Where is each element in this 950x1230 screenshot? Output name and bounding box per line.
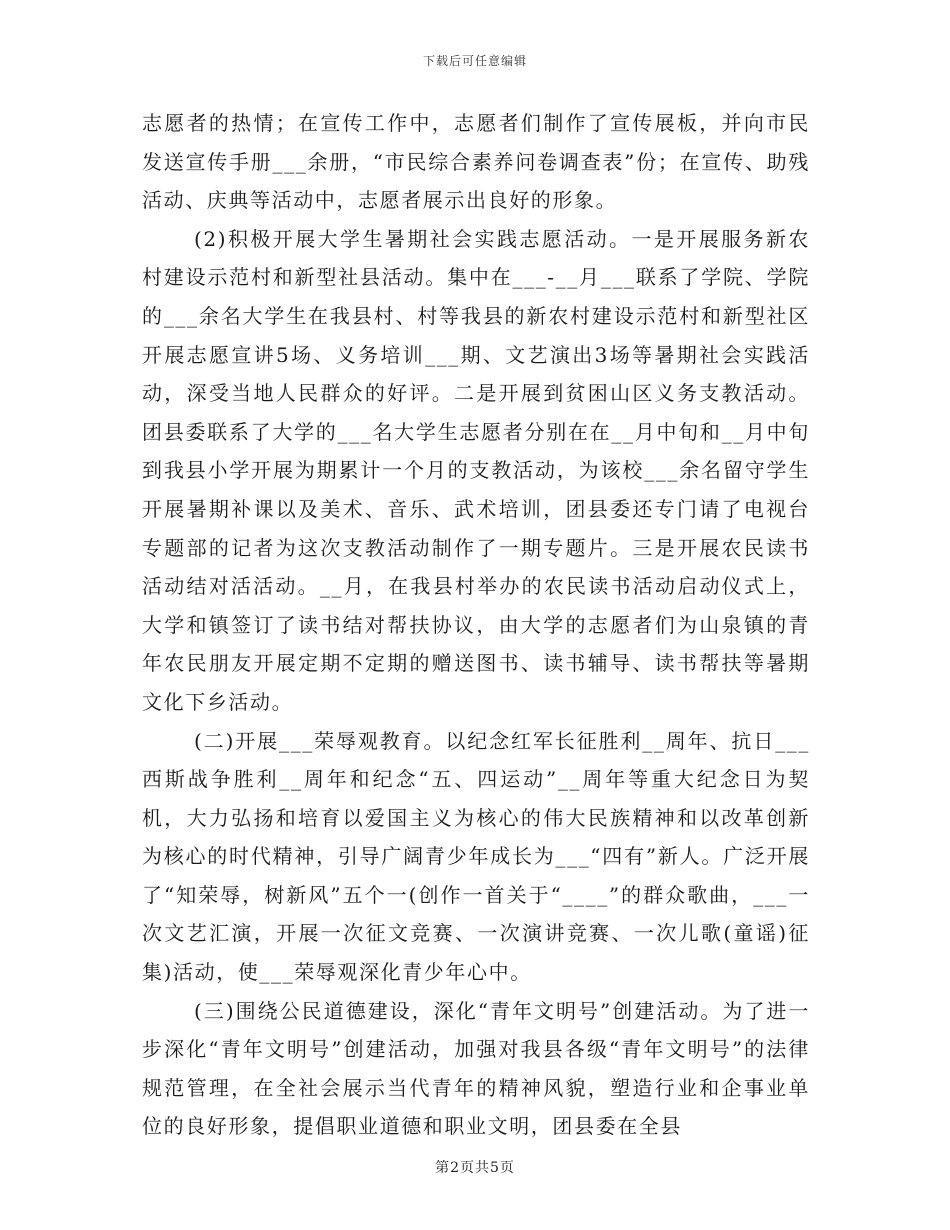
page-header-note: 下载后可任意编辑 <box>422 54 527 68</box>
document-body <box>142 104 810 1146</box>
paragraph-youth-civilization: (三)围绕公民道德建设，深化“青年文明号”创建活动。为了进一步深化“青年文明号”创建活动，加强对我县各级“青年文明号”的法律规范管理，在全社会展示当代青年的精神风貌，塑造行业和企事业单位的良好形象，提倡职业道德和职业文明，团县委在全县 <box>142 998 810 1139</box>
paragraph-volunteer-enthusiasm: 志愿者的热情；在宣传工作中，志愿者们制作了宣传展板，并向市民发送宣传手册___余册，“市民综合素养问卷调查表”份；在宣传、助残活动、庆典等活动中，志愿者展示出良好的形象。 <box>142 111 810 213</box>
paragraph-honor-education: (二)开展___荣辱观教育。以纪念红军长征胜利__周年、抗日___西斯战争胜利__周年和纪念“五、四运动”__周年等重大纪念日为契机，大力弘扬和培育以爱国主义为核心的伟大民族精神和以改革创新为核心的时代精神，引导广阔青少年成长为___“四有”新人。广泛开展了“知荣辱，树新风”五个一(创作一首关于“____”的群众歌曲，___一次文艺汇演，开展一次征文竞赛、一次演讲竞赛、一次儿歌(童谣)征集)活动，使___荣辱观深化青少年心中。 <box>142 728 810 985</box>
paragraph-summer-practice: (2)积极开展大学生暑期社会实践志愿活动。一是开展服务新农村建设示范村和新型社县活动。集中在___-__月___联系了学院、学院的___余名大学生在我县村、村等我县的新农村建设示范村和新型社区开展志愿宣讲5场、义务培训___期、文艺演出3场等暑期社会实践活动，深受当地人民群众的好评。二是开展到贫困山区义务支教活动。团县委联系了大学的___名大学生志愿者分别在在__月中旬和__月中旬到我县小学开展为期累计一个月的支教活动，为该校___余名留守学生开展暑期补课以及美术、音乐、武术培训，团县委还专门请了电视台专题部的记者为这次支教活动制作了一期专题片。三是开展农民读书活动结对活活动。__月，在我县村举办的农民读书活动启动仪式上，大学和镇签订了读书结对帮扶协议，由大学的志愿者们为山泉镇的青年农民朋友开展定期不定期的赠送图书、读书辅导、读书帮扶等暑期文化下乡活动。 <box>142 226 810 714</box>
page-number: 第2页共5页 <box>435 1160 515 1176</box>
